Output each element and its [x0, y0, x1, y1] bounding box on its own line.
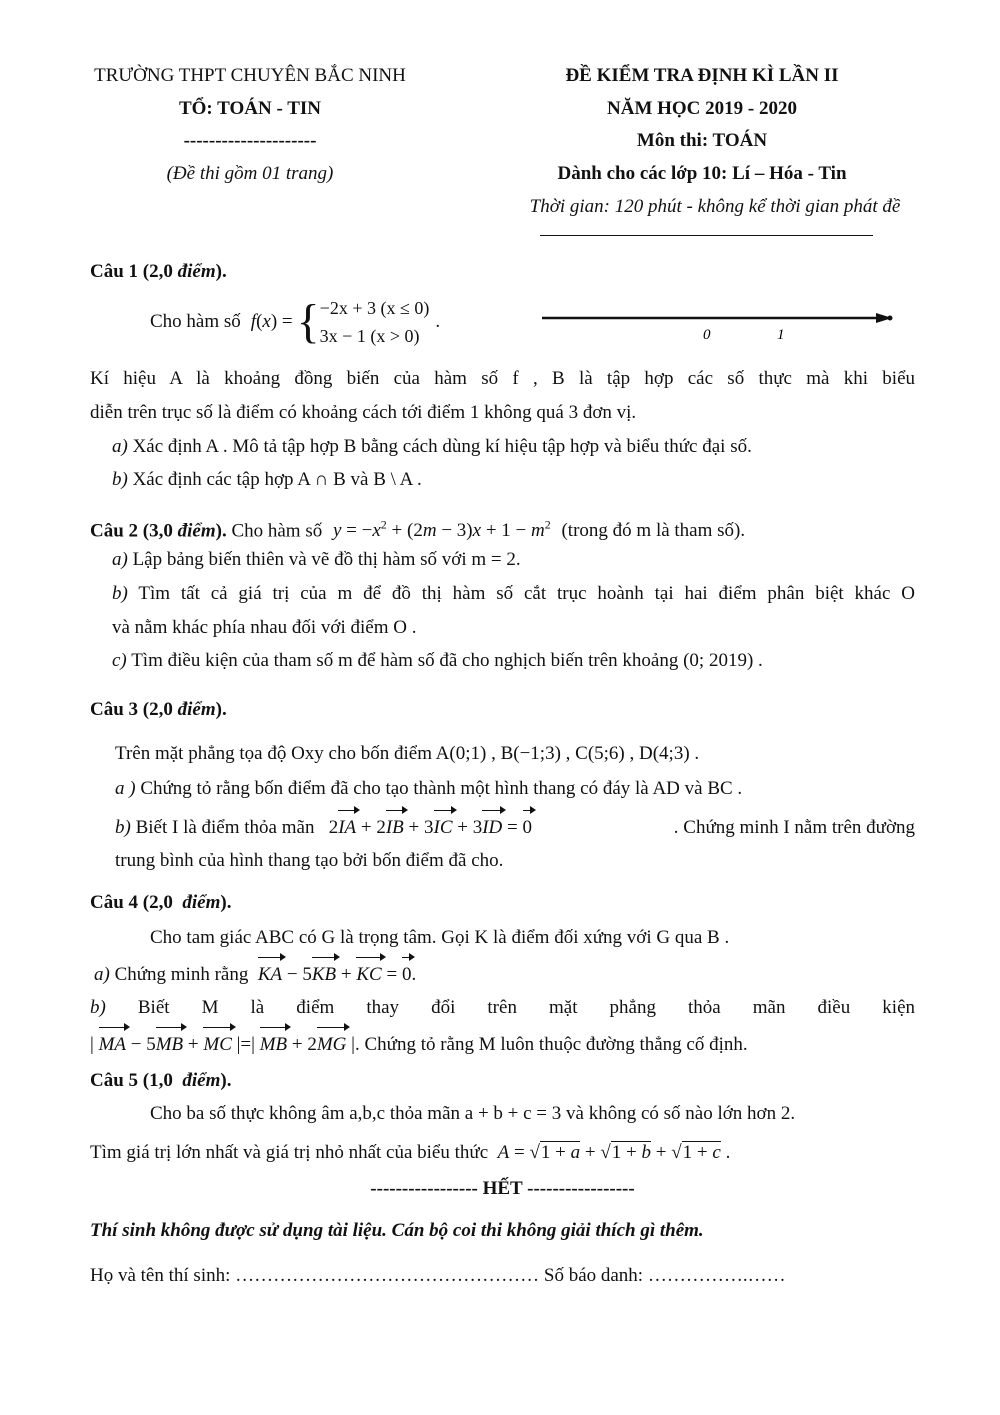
header-dashes: ---------------------: [183, 130, 317, 151]
q1-text-1: Kí hiệu A là khoảng đồng biến của hàm số f , B là tập hợp các số thực mà khi biểu: [90, 368, 915, 389]
school-year: NĂM HỌC 2019 - 2020: [607, 98, 797, 119]
school-name: TRƯỜNG THPT CHUYÊN BẮC NINH: [94, 65, 406, 86]
q1-text-2: diễn trên trục số là điểm có khoảng cách tới điểm 1 không quá 3 đơn vị.: [90, 402, 637, 423]
q4-part-b-2: | MA − 5MB + MC |=| MB + 2MG |. Chứng tỏ rằng M luôn thuộc đường thẳng cố định.: [90, 1028, 915, 1061]
time-note: Thời gian: 120 phút - không kể thời gian phát đề: [529, 196, 901, 217]
q2-part-a: a) Lập bảng biến thiên và vẽ đồ thị hàm số với m = 2.: [112, 549, 521, 570]
subject: Môn thi: TOÁN: [636, 130, 768, 151]
for-classes: Dành cho các lớp 10: Lí – Hóa - Tin: [557, 163, 847, 184]
q1-number-line: [540, 308, 900, 344]
q1-part-b: b) Xác định các tập hợp A ∩ B và B \ A .: [112, 469, 422, 490]
q1-case-1: −2x + 3 (x ≤ 0): [319, 298, 430, 318]
q1-part-a: a) Xác định A . Mô tả tập hợp B bằng cách dùng kí hiệu tập hợp và biểu thức đại số.: [112, 436, 752, 457]
q1-case-2: 3x − 1 (x > 0): [319, 326, 420, 346]
q5-text-1: Cho ba số thực không âm a,b,c thỏa mãn a + b + c = 3 và không có số nào lớn hơn 2.: [150, 1103, 796, 1124]
q3-part-b-2: trung bình của hình thang tạo bởi bốn điểm đã cho.: [115, 850, 504, 871]
exam-title: ĐỀ KIỂM TRA ĐỊNH KÌ LẦN II: [565, 65, 839, 86]
q5-text-2: Tìm giá trị lớn nhất và giá trị nhỏ nhất của biểu thức A = √1 + a + √1 + b + √1 + c .: [90, 1142, 731, 1163]
candidate-info: Họ và tên thí sinh: ………………………………………… Số báo danh: …………….……: [90, 1265, 786, 1286]
q1-function: Cho hàm số f ( x ) = { −2x + 3 (x ≤ 0) 3x − 1 (x > 0) .: [150, 295, 441, 348]
footer-note: Thí sinh không được sử dụng tài liệu. Cán bộ coi thi không giải thích gì thêm.: [90, 1220, 704, 1241]
q4-part-a: a) Chứng minh rằng KA − 5KB + KC = 0.: [90, 958, 919, 991]
q3-intro: Trên mặt phẳng tọa độ Oxy cho bốn điểm A(0;1) , B(−1;3) , C(5;6) , D(4;3) .: [115, 743, 700, 764]
axis-label-0: 0: [703, 327, 711, 343]
q3-part-a: a ) Chứng tỏ rằng bốn điểm đã cho tạo thành một hình thang có đáy là AD và BC .: [115, 778, 743, 799]
q2-heading: Câu 2 (3,0 điểm). Cho hàm số $y = -x^2 + (2m - 3)x + 1 - m^2$ (trong đó m là tham số).: [90, 518, 746, 542]
q5-heading: Câu 5 (1,0 điểm).: [90, 1070, 232, 1091]
q4-intro: Cho tam giác ABC có G là trọng tâm. Gọi K là điểm đối xứng với G qua B .: [150, 927, 730, 948]
header-rule: [540, 235, 873, 236]
department: TỔ: TOÁN - TIN: [178, 98, 321, 119]
q1-heading: Câu 1 (2,0 điểm).: [90, 261, 227, 282]
q2-part-c: c) Tìm điều kiện của tham số m để hàm số đã cho nghịch biến trên khoảng (0; 2019) .: [112, 650, 763, 671]
q4-heading: Câu 4 (2,0 điểm).: [90, 892, 232, 913]
end-marker: ----------------- HẾT -----------------: [370, 1178, 635, 1199]
q2-part-b-2: và nằm khác phía nhau đối với điểm O .: [112, 617, 417, 638]
q2-part-b-1: b) Tìm tất cả giá trị của m để đồ thị hàm số cắt trục hoành tại hai điểm phân biệt khác O: [112, 583, 915, 604]
axis-label-1: 1: [777, 327, 785, 343]
q1-intro: Cho hàm số: [150, 311, 241, 332]
q4-part-b-1: b) Biết M là điểm thay đổi trên mặt phẳng thỏa mãn điều kiện: [90, 997, 915, 1018]
q3-heading: Câu 3 (2,0 điểm).: [90, 699, 227, 720]
q3-part-b-1: b) Biết I là điểm thỏa mãn 2IA + 2IB + 3IC + 3ID = 0 . Chứng minh I nằm trên đường: [90, 811, 915, 844]
pages-note: (Đề thi gồm 01 trang): [166, 163, 334, 184]
